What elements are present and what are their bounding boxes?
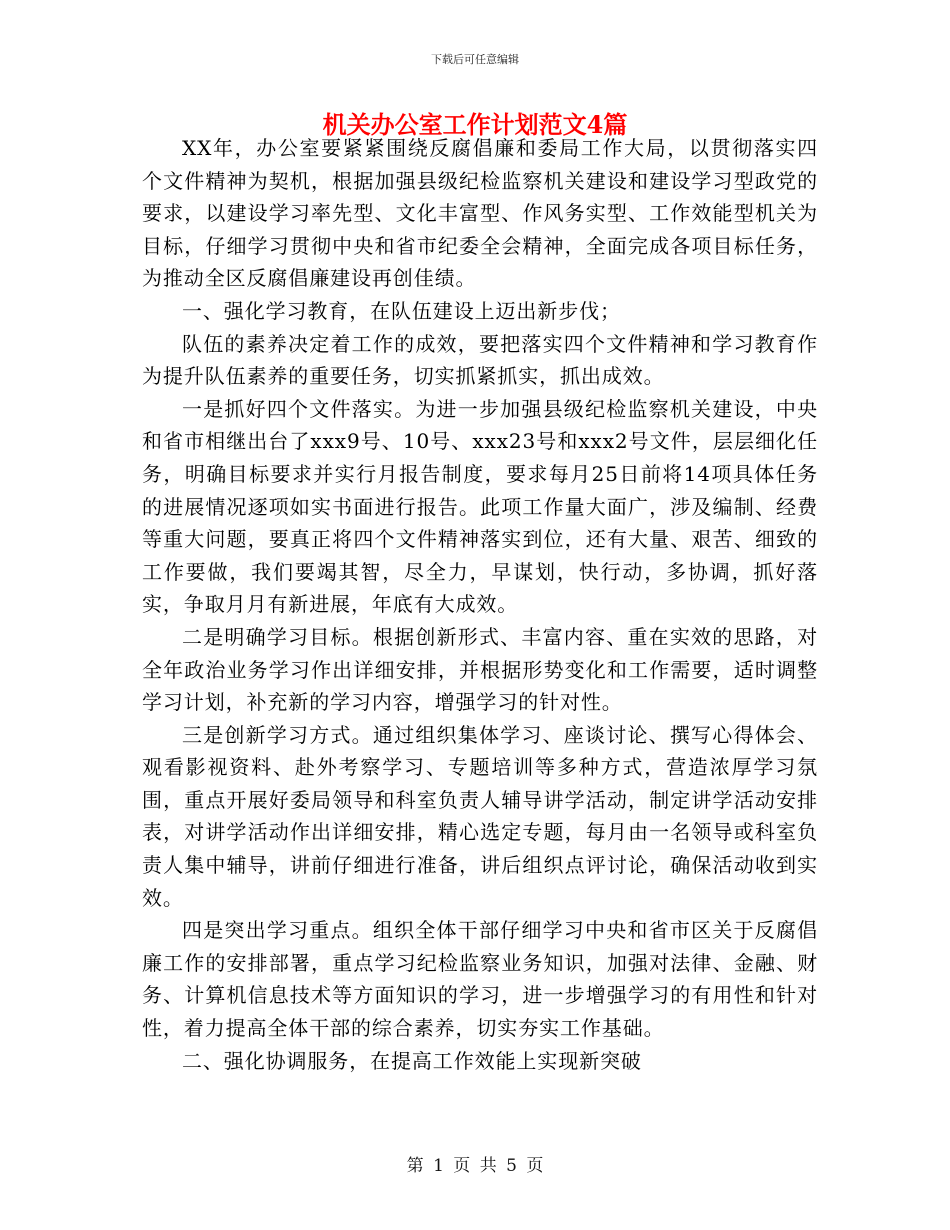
paragraph-item-1: 一是抓好四个文件落实。为进一步加强县级纪检监察机关建设，中央和省市相继出台了xxx9号、10号、xxx23号和xxx2号文件，层层细化任务，明确目标要求并实行月报告制度，要求每月25日前将14项具体任务的进展情况逐项如实书面进行报告。此项工作量大面广，涉及编制、经费等重大问题，要真正将四个文件精神落实到位，还有大量、艰苦、细致的工作要做，我们要竭其智，尽全力，早谋划，快行动，多协调，抓好落实，争取月月有新进展，年底有大成效。 <box>142 396 818 617</box>
page-number: 第 1 页 共 5 页 <box>406 1156 544 1176</box>
paragraph-intro: XX年，办公室要紧紧围绕反腐倡廉和委局工作大局，以贯彻落实四个文件精神为契机，根据加强县级纪检监察机关建设和建设学习型政党的要求，以建设学习率先型、文化丰富型、作风务实型、工作效能型机关为目标，仔细学习贯彻中央和省市纪委全会精神，全面完成各项目标任务，为推动全区反腐倡廉建设再创佳绩。 <box>142 136 818 291</box>
paragraph-item-4: 四是突出学习重点。组织全体干部仔细学习中央和省市区关于反腐倡廉工作的安排部署，重点学习纪检监察业务知识，加强对法律、金融、财务、计算机信息技术等方面知识的学习，进一步增强学习的有用性和针对性，着力提高全体干部的综合素养，切实夯实工作基础。 <box>142 918 818 1041</box>
section-heading-1: 一、强化学习教育，在队伍建设上迈出新步伐； <box>182 298 621 323</box>
section-heading-2: 二、强化协调服务，在提高工作效能上实现新突破 <box>182 1048 642 1073</box>
paragraph-item-3: 三是创新学习方式。通过组织集体学习、座谈讨论、撰写心得体会、观看影视资料、赴外考察学习、专题培训等多种方式，营造浓厚学习氛围，重点开展好委局领导和科室负责人辅导讲学活动，制定讲学活动安排表，对讲学活动作出详细安排，精心选定专题，每月由一名领导或科室负责人集中辅导，讲前仔细进行准备，讲后组织点评讨论，确保活动收到实效。 <box>142 722 818 910</box>
document-title: 机关办公室工作计划范文4篇 <box>322 110 628 139</box>
header-note: 下载后可任意编辑 <box>431 53 519 66</box>
paragraph-item-2: 二是明确学习目标。根据创新形式、丰富内容、重在实效的思路，对全年政治业务学习作出详细安排，并根据形势变化和工作需要，适时调整学习计划，补充新的学习内容，增强学习的针对性。 <box>142 624 818 715</box>
paragraph-team-quality: 队伍的素养决定着工作的成效，要把落实四个文件精神和学习教育作为提升队伍素养的重要任务，切实抓紧抓实，抓出成效。 <box>142 331 818 389</box>
document-body <box>142 132 818 1077</box>
